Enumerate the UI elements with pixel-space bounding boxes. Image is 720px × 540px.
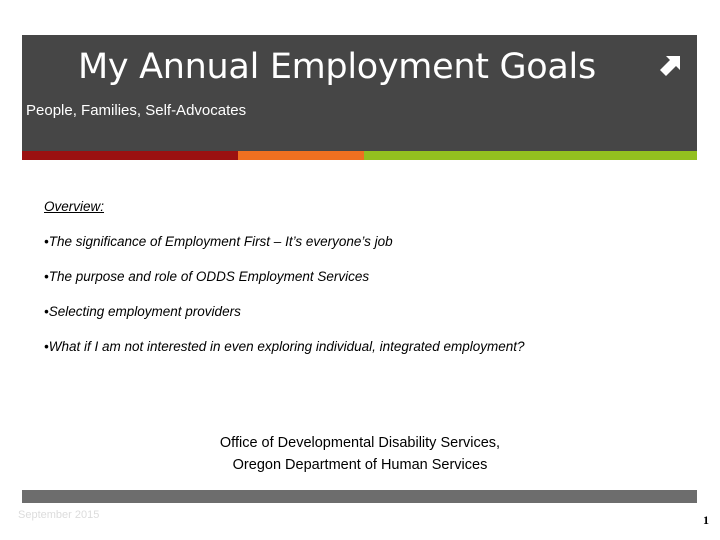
accent-bar-green [364, 151, 697, 160]
slide-title: My Annual Employment Goals [78, 47, 596, 87]
overview-heading: Overview: [44, 199, 105, 214]
office-attribution [0, 432, 720, 476]
accent-bar-orange [238, 151, 364, 160]
slide-subtitle: People, Families, Self-Advocates [26, 102, 247, 119]
overview-bullet: •The significance of Employment First – It’s everyone’s job [44, 234, 393, 249]
overview-bullet: •Selecting employment providers [44, 304, 241, 319]
page-number: 1 [703, 513, 709, 527]
footer-bar [22, 490, 697, 503]
slide-header [22, 35, 697, 151]
footer-date: September 2015 [18, 509, 100, 521]
overview-bullet: •What if I am not interested in even exploring individual, integrated employment? [44, 339, 525, 354]
diagonal-arrow-icon [660, 54, 682, 76]
accent-bar-red [22, 151, 238, 160]
office-line-2: Oregon Department of Human Services [232, 457, 488, 473]
overview-section [44, 199, 684, 374]
overview-bullet: •The purpose and role of ODDS Employment Services [44, 269, 370, 284]
office-line-1: Office of Developmental Disability Services, [219, 435, 501, 451]
